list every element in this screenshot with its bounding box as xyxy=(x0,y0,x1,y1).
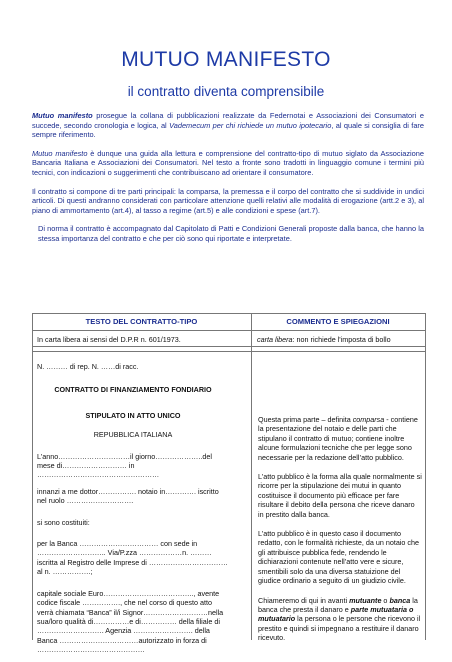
comment-4-term-mutuatario: parte mutuataria o mutuatario xyxy=(258,604,414,624)
intro-p2-title: Mutuo manifesto xyxy=(32,148,88,158)
contract-heading-1: CONTRATTO DI FINANZIAMENTO FONDIARIO xyxy=(54,385,212,395)
contract-text-column xyxy=(37,362,229,662)
row1-comment-term: carta libera xyxy=(257,335,293,344)
comment-paragraph-1 xyxy=(258,415,422,462)
contract-rep-number: N. ……… di rep. N. ……di racc. xyxy=(37,362,139,371)
comment-4-text-c: la banca che presta il danaro e xyxy=(258,595,418,614)
intro-p1-vademecum: Vademecum per chi richiede un mutuo ipotecario xyxy=(169,120,332,130)
contract-heading-2: STIPULATO IN ATTO UNICO xyxy=(85,410,181,420)
row1-comment-text: : non richiede l'imposta di bollo xyxy=(292,335,391,344)
comment-4-term-mutuante: mutuante xyxy=(349,595,382,605)
table-left-border xyxy=(32,313,33,640)
comment-4-term-banca: banca xyxy=(389,595,411,605)
comment-4-text-a: Chiameremo di qui in avanti xyxy=(258,595,350,605)
intro-p1-text-a: prosegue la collana di pubblicazioni realizzate da Federnotai e Associazioni dei Consumatori e succede, secondo cronologia e logica, al xyxy=(32,111,424,130)
row1-contract-text: In carta libera ai sensi del D.P.R n. 601/1973. xyxy=(37,335,181,344)
intro-paragraph-4: Di norma il contratto è accompagnato dal Capitolato di Patti e Condizioni Generali proposte dalla banca, che hanno la stessa importanza del contratto e che per ciò sono qui riportate e interpretate. xyxy=(38,224,424,243)
table-right-border xyxy=(425,313,426,640)
table-header-border xyxy=(32,330,425,331)
column-header-contract: TESTO DEL CONTRATTO-TIPO xyxy=(85,317,198,326)
page-subtitle: il contratto diventa comprensibile xyxy=(127,84,325,99)
table-row1-border xyxy=(32,346,425,347)
intro-paragraph-2 xyxy=(32,149,424,178)
comment-1-text-b: - contiene la presentazione del notaio e delle parti che stipulano il contratto di mutuo; contiene inoltre alcune formulazioni tecniche che per legge sono necessarie per la redazione dell’atto pubblico. xyxy=(258,415,418,462)
intro-paragraph-1 xyxy=(32,111,424,140)
comment-1-term: comparsa xyxy=(352,415,385,424)
comment-paragraph-3: L’atto pubblico è in questo caso il documento redatto, con le formalità richieste, da un notaio che gli attribuisce pubblica fede, rendendo le dichiarazioni contenute nell’atto vere e sicure, smentibili solo da una diversa statuizione del giudice ordinario a seguito di un giudizio civile. xyxy=(258,529,420,586)
comment-4-text-b: o xyxy=(381,595,390,605)
comment-4-text-d: la persona o le persone che ricevono il prestito e quindi si impegnano a restituire il danaro ricevuto. xyxy=(258,614,421,643)
contract-capital-line: capitale sociale Euro……………………………….., avente codice fiscale ……………., che nel corso di questo atto verrà chiamata “Banca” il/i Signor………………………nella sua/loro qualità di……………e di…………… della filiale di ………………………. Agenzia ……………………. della Banca ……………………………autorizzato in forza di ……………………………………… xyxy=(37,588,224,655)
column-header-comment: COMMENTO E SPIEGAZIONI xyxy=(286,317,390,326)
row1-comment xyxy=(257,335,391,344)
contract-heading-3: REPUBBLICA ITALIANA xyxy=(93,430,173,440)
comment-paragraph-4 xyxy=(258,596,422,643)
page-title: MUTUO MANIFESTO xyxy=(121,48,331,71)
contract-date-line: L’anno…………………………il giorno………………..del mese di……………………… in …………………………………………… xyxy=(37,451,212,480)
table-column-divider xyxy=(251,313,252,640)
contract-bank-line: per la Banca …………………………… con sede in ……………………….. Via/P.zza ………………n. ……… iscritta al Registro delle Imprese di …………………………… al n. …………….; xyxy=(37,539,228,577)
table-top-border xyxy=(32,313,425,314)
contract-notary-line: innanzi a me dottor……………. notaio in…………. iscritto nel ruolo ………………………. xyxy=(37,486,219,506)
comment-paragraph-2: L’atto pubblico è la forma alla quale normalmente si ricorre per la stipulazione dei mutui in quanto costituisce il documento più efficace per fare risultare il debito della persona che riceve danaro in prestito dalla banca. xyxy=(258,472,422,519)
intro-paragraph-3: Il contratto si compone di tre parti principali: la comparsa, la premessa e il corpo del contratto che si suddivide in undici articoli. Di questi andranno considerati con particolare attenzione quelli relativi alle modalità di erogazione (artt.2 e 3), al piano di ammortamento (art.4), al tasso a regime (art.5) e alle condizioni e spese (art.7). xyxy=(32,186,424,215)
intro-section xyxy=(32,111,424,253)
intro-p1-text-b: , al quale si consiglia di fare sempre riferimento. xyxy=(32,120,424,140)
contract-parties-line: si sono costituiti: xyxy=(37,517,90,527)
intro-p2-text: è dunque una guida alla lettura e comprensione del contratto-tipo di mutuo siglato da Associazione Bancaria Italiana e Associazioni dei Consumatori. Nel testo a fronte sono tradotti in linguaggio comune i termini più tecnici, con indicazioni o suggerimenti che contribuiscano ad orientare il consumatore. xyxy=(32,148,424,177)
comment-1-text-a: Questa prima parte – definita xyxy=(258,415,353,424)
comment-column xyxy=(258,415,422,653)
intro-p1-title: Mutuo manifesto xyxy=(32,111,93,120)
table-row2-border xyxy=(32,351,425,352)
